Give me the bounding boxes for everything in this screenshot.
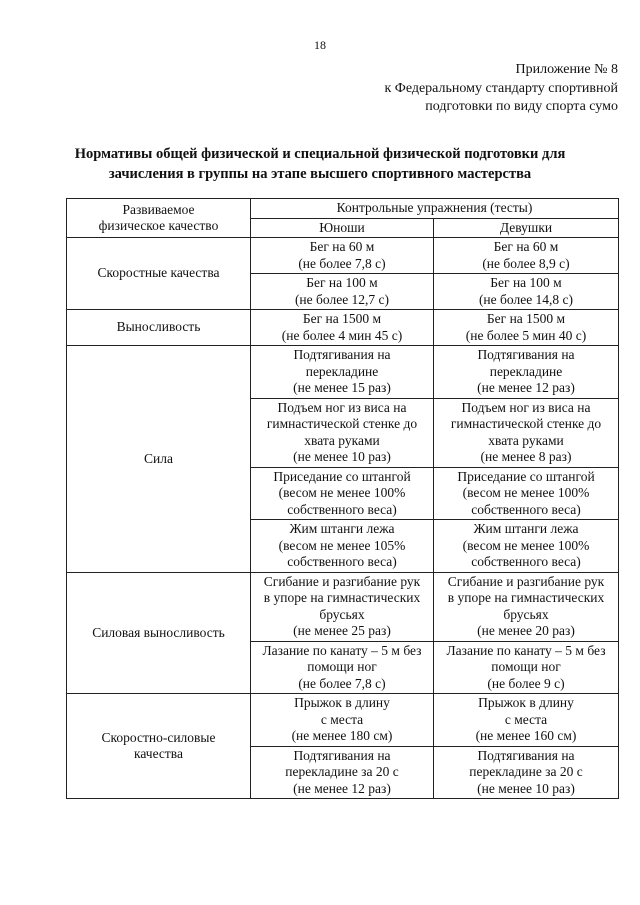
norm-line: (не более 8,9 с) <box>482 255 570 271</box>
norm-line: собственного веса) <box>287 554 397 569</box>
norm-line: (не менее 160 см) <box>475 728 577 743</box>
boys-norm-cell <box>251 694 434 747</box>
norm-line: брусьях <box>503 606 549 622</box>
norm-line: собственного веса) <box>471 501 581 517</box>
norm-line: в упоре на гимнастических <box>447 590 605 605</box>
table-row <box>67 694 619 747</box>
norm-line: Подтягивания на <box>477 747 575 763</box>
boys-norm-cell <box>251 238 434 274</box>
norm-line: с места <box>320 711 364 727</box>
quality-line: Скоростно-силовые <box>101 729 216 745</box>
norm-line: (весом не менее 100% <box>462 485 590 500</box>
appendix-line: к Федеральному стандарту спортивной <box>384 80 618 96</box>
norm-line: Прыжок в длину <box>478 695 574 710</box>
norm-line: (не более 4 мин 45 с) <box>281 327 403 343</box>
header-quality-line: Развиваемое <box>122 201 195 217</box>
norm-line: (не более 7,8 с) <box>298 255 386 271</box>
norm-line: хвата руками <box>488 432 564 448</box>
norm-line: (не более 7,8 с) <box>298 675 386 691</box>
norm-line: (не менее 12 раз) <box>477 380 575 395</box>
header-girls: Девушки <box>434 218 619 238</box>
norm-line: Лазание по канату – 5 м без <box>262 642 422 658</box>
norm-line: (не менее 8 раз) <box>480 449 572 464</box>
norm-line: Подъем ног из виса на <box>461 399 591 415</box>
norm-line: Подтягивания на <box>293 747 391 763</box>
norm-line: (весом не менее 100% <box>462 537 590 553</box>
norm-line: Бег на 1500 м <box>302 311 382 326</box>
girls-norm-cell <box>434 398 619 467</box>
appendix-line: Приложение № 8 <box>515 62 618 77</box>
norm-line: Лазание по канату – 5 м без <box>446 642 606 658</box>
standards-table <box>66 198 619 799</box>
norm-line: гимнастической стенке до <box>450 416 602 431</box>
norm-line: собственного веса) <box>471 554 581 569</box>
title-line: Нормативы общей физической и специальной физической подготовки для <box>74 146 566 162</box>
boys-norm-cell <box>251 346 434 399</box>
quality-line: Выносливость <box>116 319 201 335</box>
document-title <box>40 145 600 184</box>
quality-line: Сила <box>144 450 173 466</box>
girls-norm-cell <box>434 310 619 346</box>
norm-line: (не менее 25 раз) <box>293 623 391 638</box>
girls-norm-cell <box>434 520 619 573</box>
girls-norm-cell <box>434 641 619 694</box>
norm-line: (весом не менее 100% <box>278 485 406 500</box>
norm-line: перекладине <box>305 363 379 379</box>
norm-line: помощи ног <box>491 659 561 674</box>
norm-line: (не более 5 мин 40 с) <box>465 327 587 343</box>
norm-line: хвата руками <box>304 432 380 448</box>
norm-line: (не менее 10 раз) <box>477 780 575 796</box>
table-header-row <box>67 199 619 219</box>
girls-norm-cell <box>434 238 619 274</box>
norm-line: (не менее 15 раз) <box>293 380 391 395</box>
norm-line: Жим штанги лежа <box>289 521 395 536</box>
norm-line: Бег на 60 м <box>493 239 559 254</box>
norm-line: (не более 12,7 с) <box>294 291 390 307</box>
quality-cell <box>67 346 251 573</box>
girls-norm-cell <box>434 346 619 399</box>
norm-line: Приседание со штангой <box>273 468 411 484</box>
table-row <box>67 238 619 274</box>
norm-line: гимнастической стенке до <box>266 416 418 431</box>
boys-norm-cell <box>251 520 434 573</box>
quality-line: Силовая выносливость <box>92 624 225 640</box>
norm-line: Прыжок в длину <box>294 695 390 710</box>
table-row <box>67 572 619 641</box>
norm-line: Бег на 1500 м <box>486 311 566 326</box>
table-row <box>67 310 619 346</box>
header-tests: Контрольные упражнения (тесты) <box>251 199 619 219</box>
norm-line: (весом не менее 105% <box>278 537 406 553</box>
boys-norm-cell <box>251 467 434 520</box>
norm-line: перекладине <box>489 363 563 379</box>
norm-line: перекладине за 20 с <box>285 764 399 779</box>
boys-norm-cell <box>251 274 434 310</box>
appendix-reference <box>318 61 618 117</box>
header-quality <box>67 199 251 238</box>
norm-line: Подъем ног из виса на <box>277 399 407 415</box>
quality-cell <box>67 694 251 799</box>
quality-line: качества <box>133 746 183 761</box>
norm-line: Жим штанги лежа <box>473 521 579 536</box>
appendix-line: подготовки по виду спорта сумо <box>425 99 618 114</box>
norm-line: перекладине за 20 с <box>469 764 583 779</box>
norm-line: Бег на 100 м <box>490 275 562 290</box>
boys-norm-cell <box>251 572 434 641</box>
norm-line: (не менее 20 раз) <box>477 623 575 638</box>
norm-line: (не менее 10 раз) <box>293 449 391 464</box>
title-line: зачисления в группы на этапе высшего спортивного мастерства <box>108 165 532 182</box>
norm-line: (не более 14,8 с) <box>478 291 574 307</box>
norm-line: в упоре на гимнастических <box>263 590 421 605</box>
boys-norm-cell <box>251 641 434 694</box>
quality-line: Скоростные качества <box>97 265 220 281</box>
norm-line: брусьях <box>319 606 365 622</box>
norm-line: Сгибание и разгибание рук <box>263 573 421 589</box>
table-row <box>67 346 619 399</box>
norm-line: (не менее 180 см) <box>291 728 393 743</box>
girls-norm-cell <box>434 274 619 310</box>
norm-line: Подтягивания на <box>293 347 391 362</box>
quality-cell <box>67 310 251 346</box>
norm-line: собственного веса) <box>287 501 397 517</box>
boys-norm-cell <box>251 398 434 467</box>
norm-line: Сгибание и разгибание рук <box>447 573 605 589</box>
norm-line: (не менее 12 раз) <box>293 780 391 796</box>
norm-line: Бег на 100 м <box>306 275 378 290</box>
boys-norm-cell <box>251 310 434 346</box>
norm-line: с места <box>504 711 548 727</box>
girls-norm-cell <box>434 694 619 747</box>
header-boys: Юноши <box>251 218 434 238</box>
girls-norm-cell <box>434 572 619 641</box>
norm-line: (не более 9 с) <box>487 675 565 691</box>
norm-line: Приседание со штангой <box>457 468 595 484</box>
boys-norm-cell <box>251 746 434 799</box>
quality-cell <box>67 238 251 310</box>
norm-line: помощи ног <box>307 659 377 674</box>
header-quality-line: физическое качество <box>98 218 219 233</box>
page-number: 18 <box>314 38 326 52</box>
norm-line: Подтягивания на <box>477 347 575 362</box>
girls-norm-cell <box>434 746 619 799</box>
quality-cell <box>67 572 251 694</box>
norm-line: Бег на 60 м <box>309 239 375 254</box>
girls-norm-cell <box>434 467 619 520</box>
